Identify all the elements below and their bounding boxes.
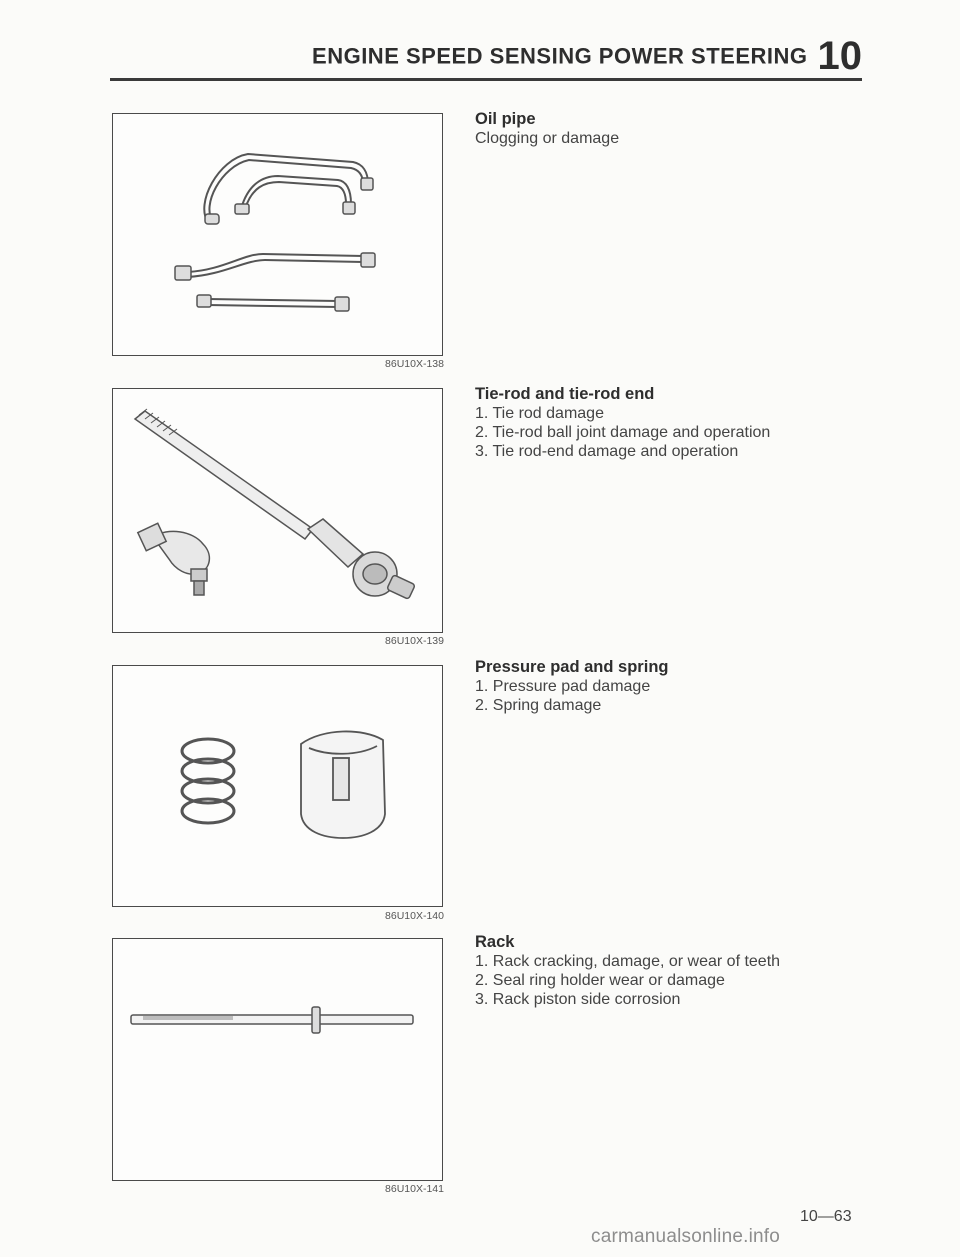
section-heading: Rack xyxy=(475,933,515,951)
section-line: 2. Tie-rod ball joint damage and operation xyxy=(475,424,771,441)
section-oil-pipe xyxy=(475,110,895,148)
section-line: 1. Tie rod damage xyxy=(475,405,604,422)
section-line: 2. Spring damage xyxy=(475,697,602,714)
figure-pressure-pad xyxy=(112,665,443,907)
section-line: 3. Tie rod-end damage and operation xyxy=(475,443,739,460)
section-pressure-pad xyxy=(475,658,895,715)
section-line: Clogging or damage xyxy=(475,130,620,147)
section-line: 2. Seal ring holder wear or damage xyxy=(475,972,725,989)
watermark: carmanualsonline.info xyxy=(591,1226,781,1247)
figure-code: 86U10X-138 xyxy=(385,358,444,370)
header-title: ENGINE SPEED SENSING POWER STEERING xyxy=(312,43,808,69)
section-line: 3. Rack piston side corrosion xyxy=(475,991,681,1008)
figure-code: 86U10X-141 xyxy=(385,1183,444,1195)
figure-tie-rod xyxy=(112,388,443,633)
oil-pipe-illustration xyxy=(113,114,444,357)
section-heading: Pressure pad and spring xyxy=(475,658,669,676)
section-heading: Tie-rod and tie-rod end xyxy=(475,385,655,403)
figure-code: 86U10X-140 xyxy=(385,910,444,922)
chapter-number: 10 xyxy=(817,34,862,78)
header-rule xyxy=(110,78,862,81)
pressure-pad-illustration xyxy=(113,666,444,908)
figure-oil-pipe xyxy=(112,113,443,356)
section-line: 1. Rack cracking, damage, or wear of teeth xyxy=(475,953,781,970)
section-tie-rod xyxy=(475,385,895,461)
page-number: 10—63 xyxy=(800,1208,852,1225)
tie-rod-illustration xyxy=(113,389,444,634)
figure-rack xyxy=(112,938,443,1181)
page-header xyxy=(0,34,862,79)
section-line: 1. Pressure pad damage xyxy=(475,678,651,695)
section-rack xyxy=(475,933,895,1009)
figure-code: 86U10X-139 xyxy=(385,635,444,647)
section-heading: Oil pipe xyxy=(475,110,536,128)
rack-illustration xyxy=(113,939,444,1182)
